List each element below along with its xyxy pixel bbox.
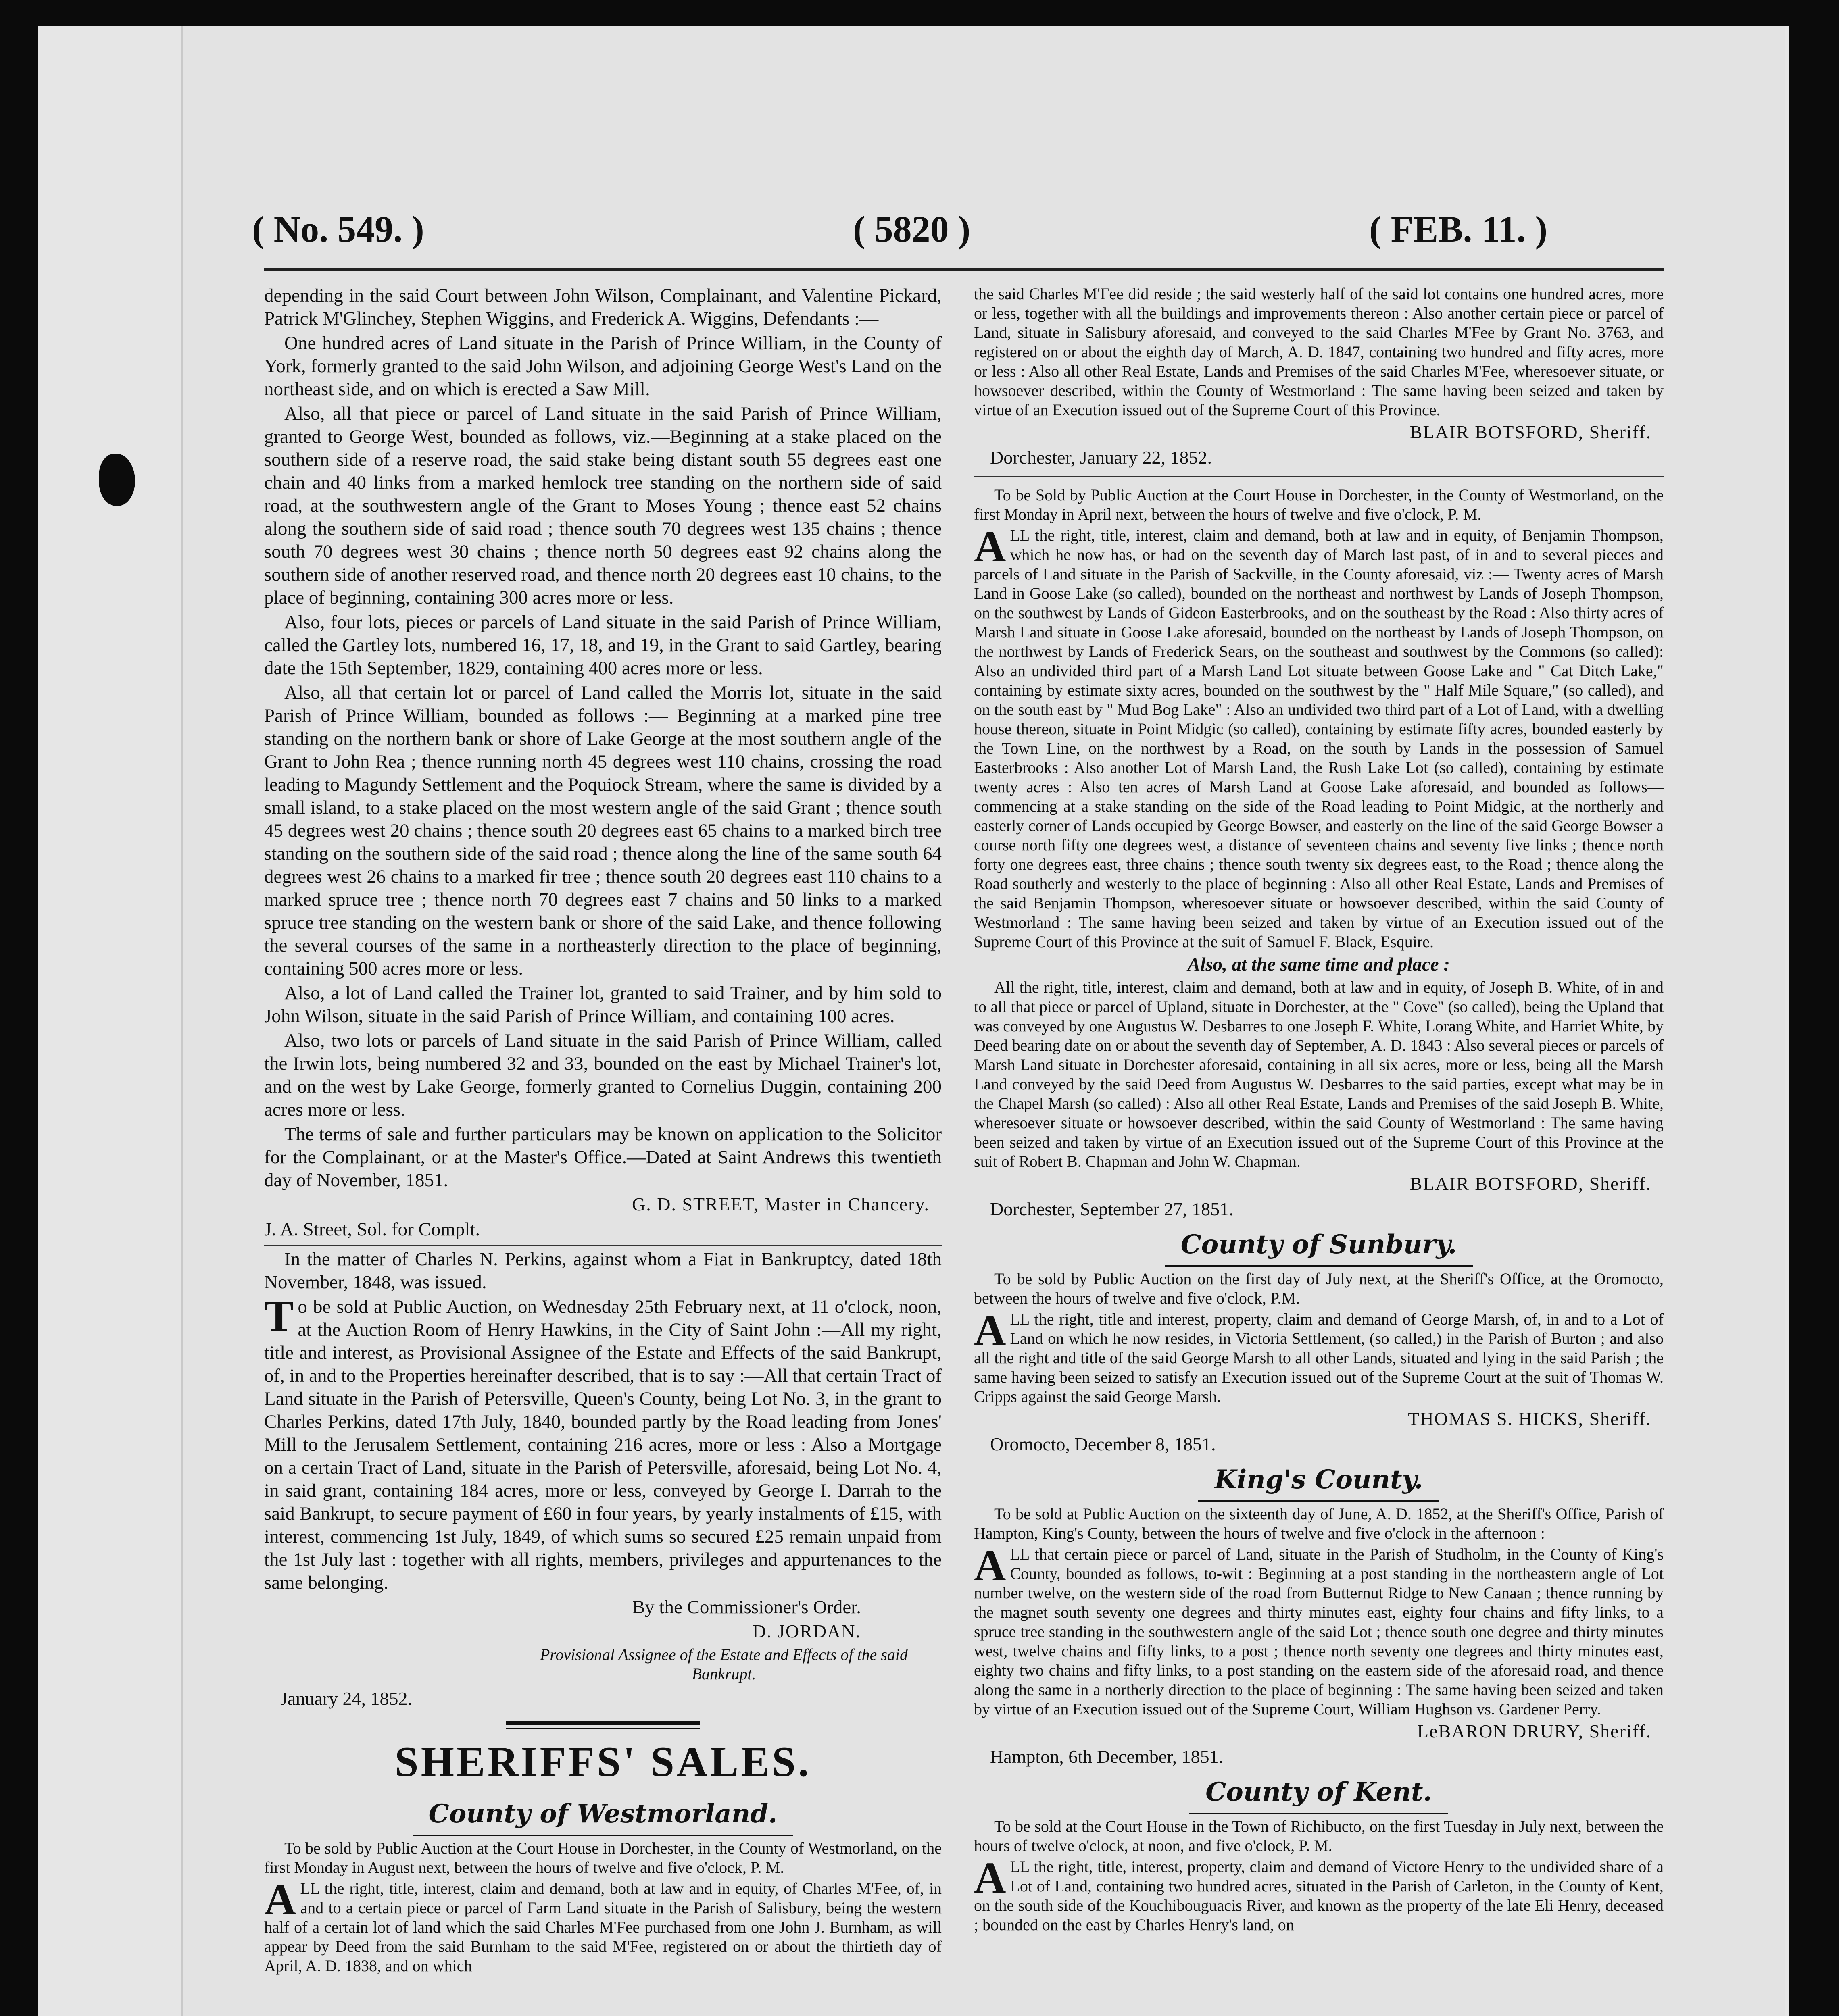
notice-intro: To be sold at the Court House in the Town of Richibucto, on the first Tuesday in July next, between the hours of twelve o'clock, at noon, and five o'clock, P. M.	[974, 1817, 1664, 1855]
dateline: January 24, 1852.	[280, 1688, 413, 1709]
notice-body: All the right, title, interest, claim and demand, both at law and in equity, of Joseph B. White, of in and to all that piece or parcel of Upland, situate in Dorchester, at the " Cove" (so called), being the Upland that was conveyed by one Augustus W. Desbarres to one Joseph F. White, Lorang White, and Harriet White, by Deed bearing date on or about the seventh day of September, A. D. 1843 : Also several pieces or parcels of Marsh Land situate in Dorchester aforesaid, containing in all six acres, more or less, being all the Marsh Land conveyed by the said Deed from Augustus W. Desbarres to the said parties, except what may be in the Chapel Marsh (so called) : Also all other Real Estate, Lands and Premises of the said Joseph B. White, wheresoever situate or howsoever described, within the said County of Westmorland : The same having been seized and taken by virtue of an Execution issued out of the Supreme Court of this Province at the suit of Robert B. Chapman and John W. Chapman.	[974, 978, 1664, 1170]
county-heading: King's County.	[1198, 1464, 1439, 1502]
paragraph: Also, four lots, pieces or parcels of Land situate in the said Parish of Prince William, called the Gartley lots, numbered 16, 17, 18, and 19, in the Grant to said Gartley, bearing date the 15th September, 1829, containing 400 acres more or less.	[264, 612, 942, 679]
paragraph: The terms of sale and further particulars may be known on application to the Solicitor for the Complainant, or at the Master's Office.—Dated at Saint Andrews this twentieth day of November, 1851.	[264, 1124, 942, 1191]
dateline: Dorchester, September 27, 1851.	[990, 1199, 1234, 1219]
notice-body: ALL the right, title, interest, property, claim and demand of Victore Henry to the undivided share of a Lot of Land, containing two hundred acres, situated in the Parish of Carleton, in the County of Kent, on the south side of the Kouchibouguacis River, and known as the property of the late Eli Henry, deceased ; bounded on the east by Charles Henry's land, on	[974, 1853, 1664, 1934]
notice-heading: In the matter of Charles N. Perkins, against whom a Fiat in Bankruptcy, dated 18th November, 1848, was issued.	[264, 1249, 942, 1293]
ink-blot	[99, 454, 135, 506]
county-heading: County of Westmorland.	[413, 1799, 794, 1836]
paragraph: Also, all that piece or parcel of Land situate in the said Parish of Prince William, granted to George West, bounded as follows, viz.—Beginning at a stake placed on the southern side of a reserve road, the said stake being distant south 55 degrees east one chain and 40 links from a marked hemlock tree standing on the northern side of said road, at the southwestern angle of the Grant to Moses Young ; thence east 52 chains along the southern side of said road ; thence south 70 degrees west 135 chains ; thence south 70 degrees west 30 chains ; thence north 50 degrees east 92 chains along the southern side of another reserved road, and thence north 20 degrees east 10 chains, to the place of beginning, containing 300 acres more or less.	[264, 403, 942, 608]
signature: THOMAS S. HICKS, Sheriff.	[1408, 1408, 1651, 1429]
notice-intro: To be sold by Public Auction on the first day of July next, at the Sheriff's Office, at the Oromocto, between the hours of twelve and five o'clock, P.M.	[974, 1270, 1664, 1307]
signature: G. D. STREET, Master in Chancery.	[632, 1194, 930, 1214]
signature: D. JORDAN.	[752, 1621, 861, 1641]
signature: LeBARON DRURY, Sheriff.	[1417, 1721, 1651, 1741]
county-heading: County of Sunbury.	[1165, 1229, 1473, 1267]
signature: BLAIR BOTSFORD, Sheriff.	[1409, 422, 1651, 442]
notice-body: ALL that certain piece or parcel of Land, situate in the Parish of Studholm, in the County of King's County, bounded as follows, to-wit : Beginning at a post standing in the northeastern angle of Lot number twelve, on the western side of the road from Butternut Ridge to New Canaan ; thence running by the magnet south seventy one degrees and thirty minutes east, eighty four chains and fifty links, to a spruce tree standing in the southwestern angle of the said Lot ; thence south one degree and thirty minutes west, twelve chains and fifty links, to a post ; thence north seventy one degrees and thirty minutes east, eighty two chains and fifty links, to a post standing on the eastern side of the aforesaid road, and thence along the same in a northerly direction to the place of beginning : The same having been seized and taken by virtue of an Execution issued out of the Supreme Court, William Hughson vs. Gardener Perry.	[974, 1541, 1664, 1718]
notice-body: ALL the right, title, interest, claim and demand, both at law and in equity, of Benjamin Thompson, which he now has, or had on the seventh day of March last past, of in and to several pieces and parcels of Land situate in the Parish of Sackville, in the County aforesaid, viz :— Twenty acres of Marsh Land in Goose Lake (so called), bounded on the northeast and northwest by Lands of Joseph Thompson, on the southwest by Lands of Gideon Easterbrooks, and on the southeast by the Road : Also thirty acres of Marsh Land situate in Goose Lake aforesaid, bounded on the northeast by Lands of Joseph Thompson, on the northwest by Lands of Frederick Sears, on the southeast and southwest by the Commons (so called): Also an undivided third part of a Marsh Land Lot situate between Goose Lake and " Cat Ditch Lake," containing by estimate sixty acres, bounded on the southwest by the " Half Mile Square," (so called), and on the south east by " Mud Bog Lake" : Also an undivided two third part of a Lot of Land, with a dwelling house thereon, situate in Point Midgic (so called), containing by estimate fifty acres, bounded easterly by the Town Line, on the northwest by a Road, on the south by Lands in the possession of Samuel Easterbrooks : Also another Lot of Marsh Land, the Rush Lake Lot (so called), containing by estimate twenty acres : Also ten acres of Marsh Land at Goose Lake aforesaid, and bounded as follows—commencing at a stake standing on the side of the Road leading to Point Midgic, at the northerly and easterly corner of Lands occupied by George Bowser, and easterly on the line of the said George Bowser a course north fifty one degrees west, a distance of seventeen chains and seventy five links ; thence north forty one degrees east, three chains ; thence south twenty six degrees east, to the Road ; thence along the Road southerly and westerly to the place of beginning : Also all other Real Estate, Lands and Premises of the said Benjamin Thompson, wheresoever situate or howsoever described, within the said County of Westmorland : The same having been seized and taken by virtue of an Execution issued out of the Supreme Court of this Province at the suit of Samuel F. Black, Esquire.	[974, 522, 1664, 951]
section-title: SHERIFFS' SALES.	[394, 1738, 811, 1785]
solicitor: J. A. Street, Sol. for Complt.	[264, 1218, 942, 1246]
county-heading: County of Kent.	[1189, 1777, 1448, 1814]
section-rule	[506, 1728, 700, 1729]
left-column	[264, 284, 942, 1977]
paragraph: Also, two lots or parcels of Land situate in the said Parish of Prince William, called the Irwin lots, being numbered 32 and 33, bounded on the east by Michael Trainer's lot, and on the west by Lake George, formerly granted to Cornelius Duggin, containing 200 acres more or less.	[264, 1030, 942, 1120]
right-column	[974, 284, 1664, 1936]
paragraph: Also, a lot of Land called the Trainer lot, granted to said Trainer, and by him sold to John Wilson, situate in the said Parish of Prince William, and containing 100 acres.	[264, 983, 942, 1027]
dateline: Hampton, 6th December, 1851.	[990, 1746, 1224, 1767]
paragraph: the said Charles M'Fee did reside ; the said westerly half of the said lot contains one hundred acres, more or less, together with all the buildings and improvements thereon : Also another certain piece or parcel of Land, situate in Salisbury aforesaid, and conveyed to the said Charles M'Fee by Grant No. 3763, and registered on or about the eighth day of March, A. D. 1847, containing two hundred and fifty acres, more or less : Also all other Real Estate, Lands and Premises of the said Charles M'Fee, wheresoever situate, or howsoever described, within the County of Westmorland : The same having been seized and taken by virtue of an Execution issued out of the Supreme Court of this Province.	[974, 285, 1664, 419]
section-rule	[506, 1721, 700, 1725]
commissioner-order: By the Commissioner's Order.	[632, 1597, 861, 1618]
scanned-page	[38, 26, 1789, 2016]
notice-intro: To be sold at Public Auction on the sixteenth day of June, A. D. 1852, at the Sheriff's Office, Parish of Hampton, King's County, between the hours of twelve and five o'clock in the afternoon :	[974, 1505, 1664, 1542]
notice-intro: To be sold by Public Auction at the Court House in Dorchester, in the County of Westmorland, on the first Monday in August next, between the hours of twelve and five o'clock, P. M.	[264, 1839, 942, 1876]
header-rule	[264, 268, 1664, 271]
dateline: Oromocto, December 8, 1851.	[990, 1434, 1216, 1454]
notice-body: ALL the right, title, interest, claim and demand, both at law and in equity, of Charles M'Fee, of, in and to a certain piece or parcel of Farm Land situate in the Parish of Salisbury, being the western half of a certain lot of land which the said Charles M'Fee purchased from one John J. Burnham, as will appear by Deed from the said Burnham to the said M'Fee, registered on or about the thirtieth day of April, A. D. 1838, and on which	[264, 1875, 942, 1975]
signature: BLAIR BOTSFORD, Sheriff.	[1409, 1173, 1651, 1194]
assignee-title: Provisional Assignee of the Estate and Effects of the said Bankrupt.	[540, 1645, 908, 1683]
page-number: ( 5820 )	[853, 208, 971, 250]
issue-number: ( No. 549. )	[252, 208, 424, 250]
notice-body: ALL the right, title and interest, property, claim and demand of George Marsh, of, in and to a Lot of Land on which he now resides, in Victoria Settlement, (so called,) in the Parish of Burton ; and also all the right and title of the said George Marsh to all other Lands, situated and lying in the said Parish ; the same having been seized to satisfy an Execution issued out of the Supreme Court at the suit of Thomas W. Cripps against the said George Marsh.	[974, 1306, 1664, 1406]
paragraph: depending in the said Court between John Wilson, Complainant, and Valentine Pickard, Patrick M'Glinchey, Stephen Wiggins, and Frederick A. Wiggins, Defendants :—	[264, 285, 942, 329]
notice-body: To be sold at Public Auction, on Wednesday 25th February next, at 11 o'clock, noon, at the Auction Room of Henry Hawkins, in the City of Saint John :—All my right, title and interest, as Provisional Assignee of the Estate and Effects of the said Bankrupt, of, in and to the Properties hereinafter described, that is to say :—All that certain Tract of Land situate in the Parish of Petersville, Queen's County, being Lot No. 3, in the grant to Charles Perkins, dated 17th July, 1840, bounded partly by the Road leading from Jones' Mill to the Jerusalem Settlement, containing 216 acres, more or less : Also a Mortgage on a certain Tract of Land, situate in the Parish of Petersville, aforesaid, being Lot No. 4, in said grant, containing 184 acres, more or less, conveyed by George I. Darrah to the said Bankrupt, to secure payment of £60 in four years, by yearly instalments of £15, with interest, commencing 1st July, 1849, of which sums so secured £25 remain unpaid from the 1st July last : together with all rights, members, privileges and appurtenances to the same belonging.	[264, 1291, 942, 1593]
notice-intro: To be Sold by Public Auction at the Court House in Dorchester, in the County of Westmorland, on the first Monday in April next, between the hours of twelve and five o'clock, P. M.	[974, 486, 1664, 523]
paragraph: Also, all that certain lot or parcel of Land called the Morris lot, situate in the said Parish of Prince William, bounded as follows :— Beginning at a marked pine tree standing on the northern bank or shore of Lake George at the most southern angle of the Grant to John Rea ; thence running north 45 degrees west 110 chains, crossing the road leading to Magundy Settlement and the Poquiock Stream, where the same is divided by a small island, to a stake placed on the most western angle of the said Grant ; thence south 45 degrees west 20 chains ; thence south 20 degrees east 65 chains to a marked birch tree standing on the southern side of the said road ; thence along the line of the same south 64 degrees west 26 chains to a marked fir tree ; thence south 20 degrees east 110 chains to a marked spruce tree ; thence north 70 degrees east 7 chains and 50 links to a marked spruce tree standing on the western bank or shore of the said Lake, and thence following the several courses of the same in a northeasterly direction to the place of beginning, containing 500 acres more or less.	[264, 682, 942, 979]
issue-date: ( FEB. 11. )	[1369, 208, 1548, 250]
dateline: Dorchester, January 22, 1852.	[974, 447, 1664, 477]
subheading: Also, at the same time and place :	[1187, 954, 1450, 975]
paragraph: One hundred acres of Land situate in the Parish of Prince William, in the County of York, formerly granted to the said John Wilson, and adjoining George West's Land on the northeast side, and on which is erected a Saw Mill.	[264, 333, 942, 400]
